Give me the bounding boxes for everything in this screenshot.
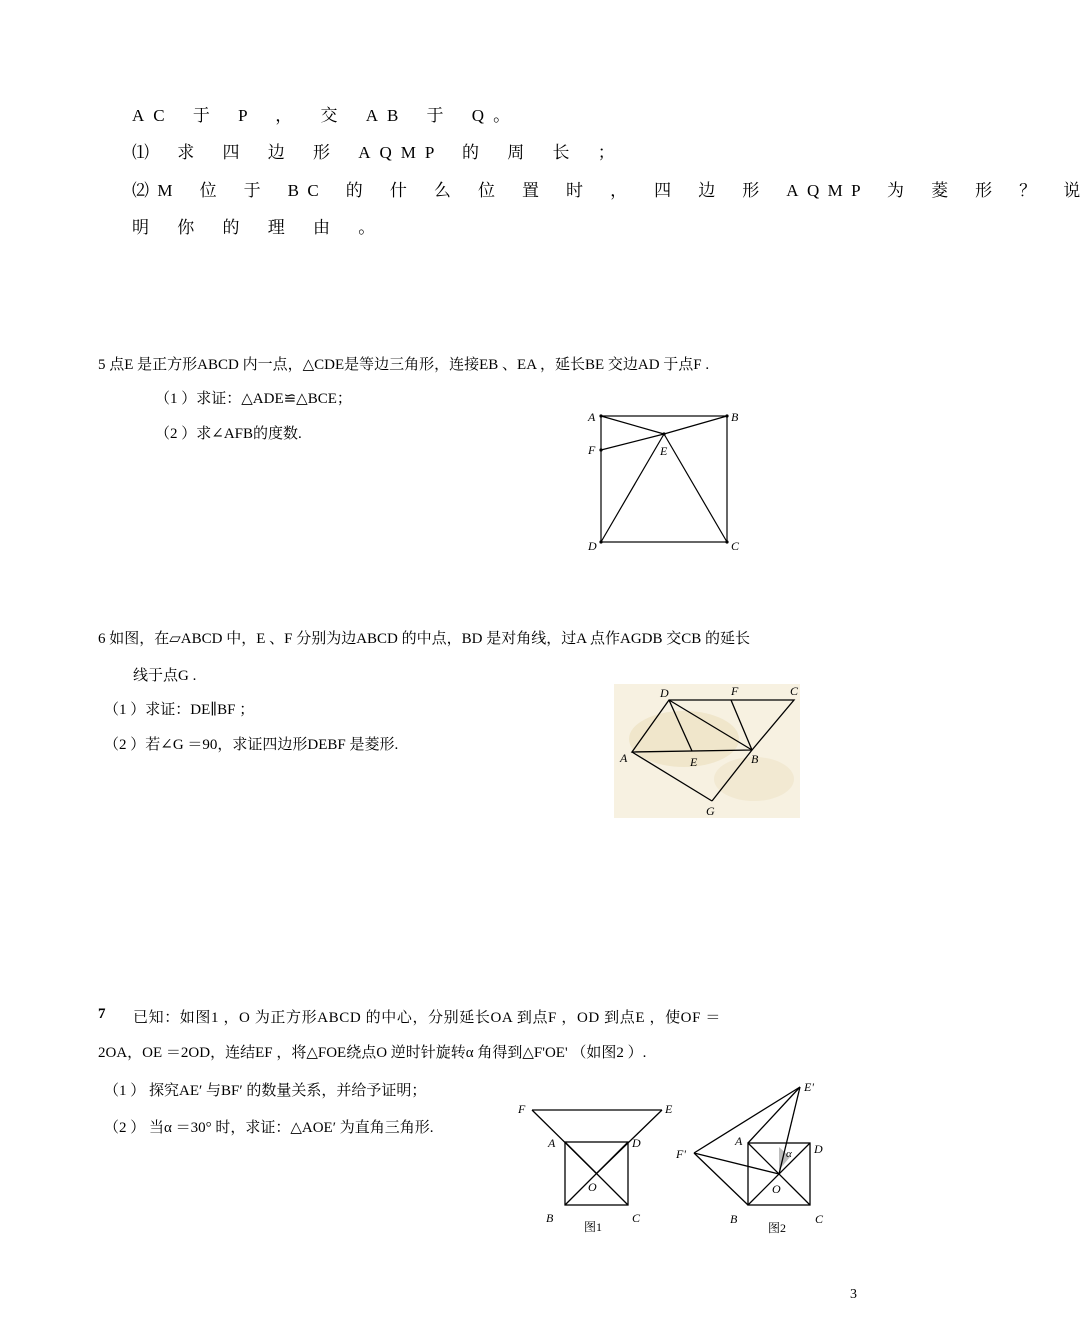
q5-part2: （2 ）求∠AFB的度数. bbox=[155, 426, 302, 442]
q6-stem: 6 如图，在▱ABCD 中，E 、F 分别为边ABCD 的中点，BD 是对角线，过A 点作AGDB 交CB 的延长 bbox=[98, 631, 750, 647]
label-F: F bbox=[518, 1102, 526, 1116]
label-E-prime: E' bbox=[804, 1080, 814, 1094]
text-line: ⑴ 求 四 边 形 AQMP 的 周 长 ； bbox=[132, 143, 624, 162]
text-line: ⑵M 位 于 BC 的 什 么 位 置 时 ， 四 边 形 AQMP 为 菱 形 ？ 说 bbox=[132, 181, 1089, 200]
q7-figure-1 bbox=[512, 1095, 682, 1240]
figure-caption: 图2 bbox=[768, 1221, 787, 1235]
label-E: E bbox=[660, 444, 668, 458]
label-F: F bbox=[588, 443, 596, 457]
label-O: O bbox=[772, 1182, 781, 1196]
label-F: F bbox=[731, 684, 739, 698]
q7-part1: （1 ） 探究AE′ 与BF′ 的数量关系，并给予证明； bbox=[104, 1083, 427, 1099]
label-A: A bbox=[588, 410, 596, 424]
label-B: B bbox=[546, 1211, 554, 1225]
text-line: AC 于 P ， 交 AB 于 Q。 bbox=[132, 106, 520, 125]
label-O: O bbox=[588, 1180, 597, 1194]
label-B: B bbox=[751, 752, 759, 766]
label-B: B bbox=[731, 410, 739, 424]
label-A: A bbox=[620, 751, 628, 765]
q7-number: 7 bbox=[98, 1006, 106, 1022]
figure-caption: 图1 bbox=[584, 1220, 603, 1234]
label-E: E bbox=[665, 1102, 673, 1116]
label-F-prime: F' bbox=[676, 1147, 686, 1161]
q7-figure-2 bbox=[672, 1075, 842, 1240]
label-B: B bbox=[730, 1212, 738, 1226]
q6-stem-cont: 线于点G . bbox=[133, 668, 197, 684]
q6-part1: （1 ）求证：DE∥BF ； bbox=[104, 702, 255, 718]
label-alpha: α bbox=[786, 1148, 792, 1160]
q6-part2: （2 ）若∠G ＝90，求证四边形DEBF 是菱形. bbox=[104, 737, 399, 753]
label-C: C bbox=[632, 1211, 641, 1225]
q6-figure bbox=[614, 684, 800, 818]
label-D: D bbox=[660, 686, 669, 700]
label-A: A bbox=[548, 1136, 556, 1150]
label-C: C bbox=[790, 684, 799, 698]
label-D: D bbox=[632, 1136, 641, 1150]
q5-stem: 5 点E 是正方形ABCD 内一点，△CDE是等边三角形，连接EB 、EA ，延长BE 交边AD 于点F . bbox=[98, 357, 710, 373]
q7-stem-cont: 2OA，OE ＝2OD，连结EF ，将△FOE绕点O 逆时针旋转α 角得到△F'OE' （如图2 ）. bbox=[98, 1045, 647, 1061]
label-G: G bbox=[706, 804, 715, 818]
label-C: C bbox=[731, 539, 740, 553]
text-line: 明 你 的 理 由 。 bbox=[132, 218, 385, 237]
q7-part2: （2 ） 当α ＝30° 时，求证：△AOE′ 为直角三角形. bbox=[104, 1120, 434, 1136]
page-number: 3 bbox=[850, 1287, 857, 1302]
label-D: D bbox=[588, 539, 597, 553]
label-D: D bbox=[814, 1142, 823, 1156]
label-C: C bbox=[815, 1212, 824, 1226]
label-A: A bbox=[735, 1134, 743, 1148]
q7-stem: 已知：如图1 ，O 为正方形ABCD 的中心，分别延长OA 到点F ，OD 到点E ，使OF ＝ bbox=[133, 1010, 721, 1026]
q5-figure bbox=[582, 405, 752, 560]
q5-part1: （1 ）求证：△ADE≌△BCE； bbox=[155, 391, 352, 407]
label-E: E bbox=[690, 755, 698, 769]
